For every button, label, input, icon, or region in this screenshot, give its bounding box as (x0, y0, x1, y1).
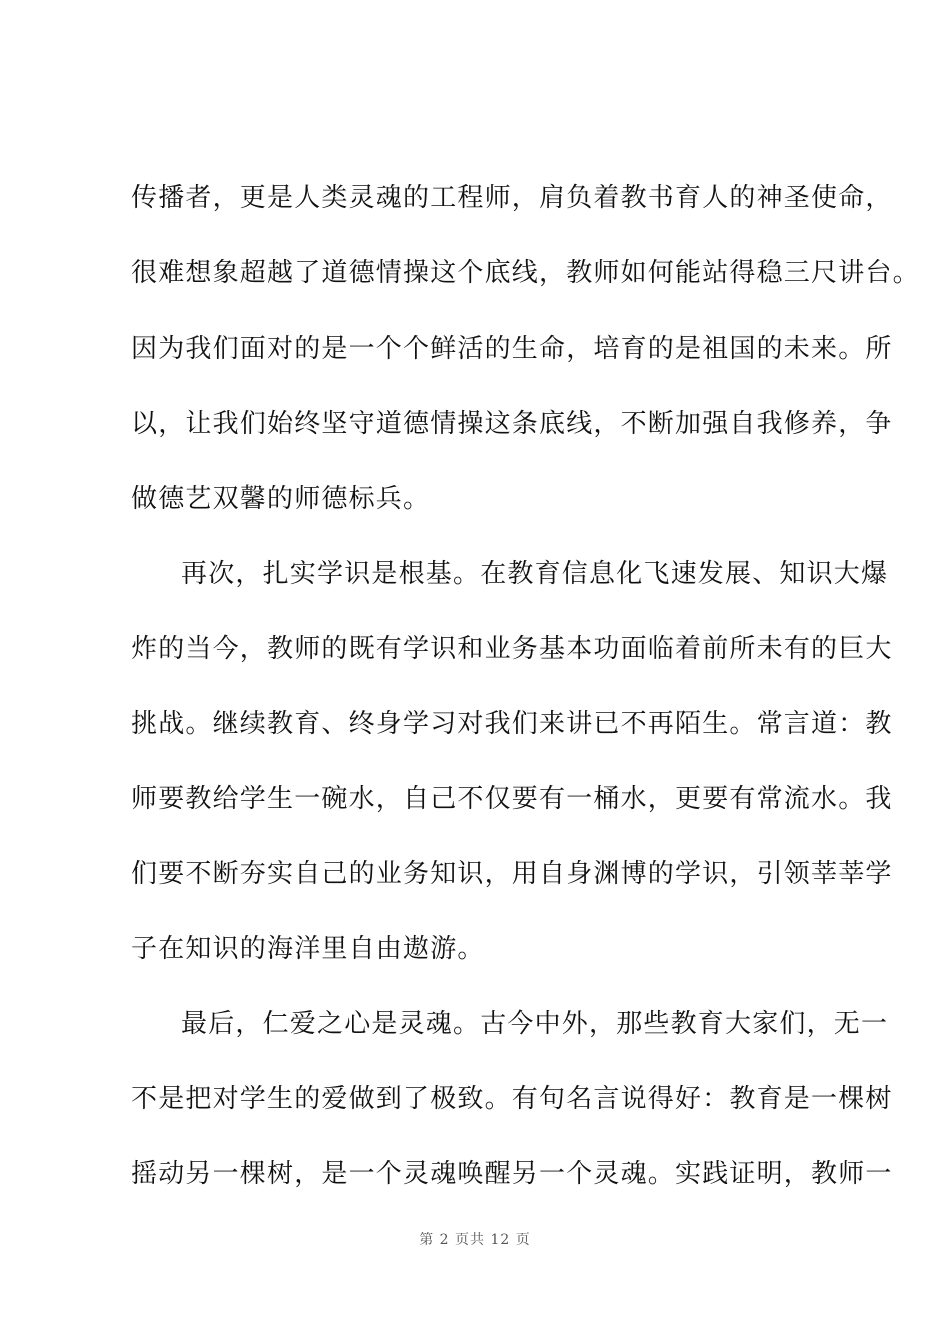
paragraph-line: 很难想象超越了道德情操这个底线，教师如何能站得稳三尺讲台。 (131, 258, 920, 288)
paragraph-line: 最后，仁爱之心是灵魂。古今中外，那些教育大家们，无一 (181, 1009, 889, 1039)
paragraph-line: 挑战。继续教育、终身学习对我们来讲已不再陌生。常言道：教 (131, 709, 893, 739)
paragraph-line: 们要不断夯实自己的业务知识，用自身渊博的学识，引领莘莘学 (131, 859, 893, 889)
paragraph-line: 炸的当今，教师的既有学识和业务基本功面临着前所未有的巨大 (131, 634, 893, 664)
paragraph-line: 不是把对学生的爱做到了极致。有句名言说得好：教育是一棵树 (131, 1084, 893, 1114)
paragraph-line: 师要教给学生一碗水，自己不仅要有一桶水，更要有常流水。我 (131, 784, 893, 814)
paragraph-line: 以，让我们始终坚守道德情操这条底线，不断加强自我修养，争 (131, 409, 893, 439)
paragraph-line: 传播者，更是人类灵魂的工程师，肩负着教书育人的神圣使命， (131, 183, 893, 213)
paragraph-line: 子在知识的海洋里自由遨游。 (131, 934, 485, 964)
page-number-footer: 第 2 页共 12 页 (419, 1232, 531, 1248)
paragraph-line: 因为我们面对的是一个个鲜活的生命，培育的是祖国的未来。所 (131, 334, 893, 364)
paragraph-line: 再次，扎实学识是根基。在教育信息化飞速发展、知识大爆 (181, 559, 889, 589)
paragraph-line: 做德艺双馨的师德标兵。 (131, 484, 431, 514)
paragraph-line: 摇动另一棵树，是一个灵魂唤醒另一个灵魂。实践证明，教师一 (131, 1159, 893, 1189)
